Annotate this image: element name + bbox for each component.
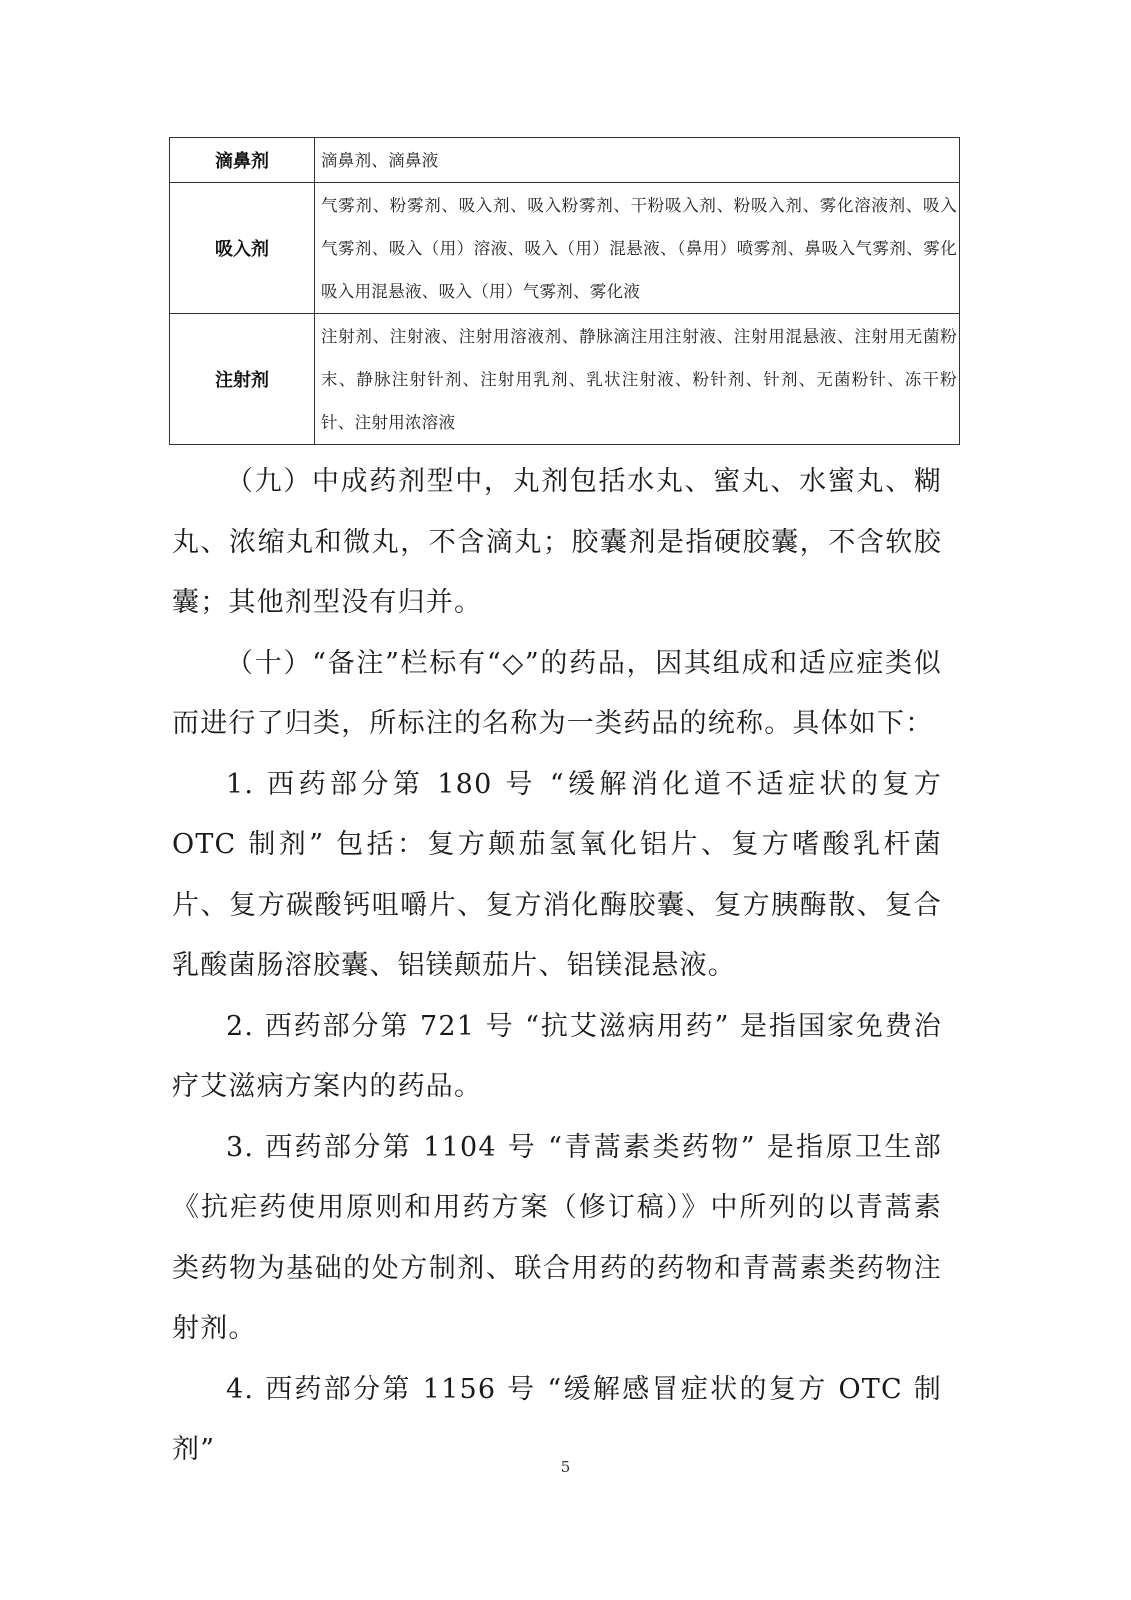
dosage-items: 滴鼻剂、滴鼻液 — [315, 138, 960, 183]
page-number: 5 — [560, 1458, 571, 1476]
dosage-category: 吸入剂 — [170, 183, 315, 314]
dosage-form-table — [169, 137, 960, 445]
dosage-category: 注射剂 — [170, 314, 315, 445]
dosage-items: 气雾剂、粉雾剂、吸入剂、吸入粉雾剂、干粉吸入剂、粉吸入剂、雾化溶液剂、吸入气雾剂、吸入（用）溶液、吸入（用）混悬液、（鼻用）喷雾剂、鼻吸入气雾剂、雾化吸入用混悬液、吸入（用）气雾剂、雾化液 — [315, 183, 960, 314]
table-row — [170, 138, 960, 183]
paragraph-item-2: 2. 西药部分第 721 号 “抗艾滋病用药” 是指国家免费治疗艾滋病方案内的药品。 — [172, 1010, 942, 1102]
table-row — [170, 183, 960, 314]
body-text — [172, 452, 942, 1481]
paragraph-item-1: 1. 西药部分第 180 号 “缓解消化道不适症状的复方 OTC 制剂” 包括：复方颠茄氢氧化铝片、复方嗜酸乳杆菌片、复方碳酸钙咀嚼片、复方消化酶胶囊、复方胰酶散、复合乳酸菌肠溶胶囊、铝镁颠茄片、铝镁混悬液。 — [172, 768, 942, 981]
paragraph-item-3: 3. 西药部分第 1104 号 “青蒿素类药物” 是指原卫生部《抗疟药使用原则和用药方案（修订稿）》中所列的以青蒿素类药物为基础的处方制剂、联合用药的药物和青蒿素类药物注射剂。 — [172, 1131, 942, 1344]
paragraph-item-4: 4. 西药部分第 1156 号 “缓解感冒症状的复方 OTC 制剂” — [172, 1373, 942, 1465]
paragraph-9: （九）中成药剂型中，丸剂包括水丸、蜜丸、水蜜丸、糊丸、浓缩丸和微丸，不含滴丸；胶囊剂是指硬胶囊，不含软胶囊；其他剂型没有归并。 — [172, 466, 942, 618]
dosage-items: 注射剂、注射液、注射用溶液剂、静脉滴注用注射液、注射用混悬液、注射用无菌粉末、静脉注射针剂、注射用乳剂、乳状注射液、粉针剂、针剂、无菌粉针、冻干粉针、注射用浓溶液 — [315, 314, 960, 445]
paragraph-10: （十）“备注”栏标有“◇”的药品，因其组成和适应症类似而进行了归类，所标注的名称为一类药品的统称。具体如下： — [172, 647, 942, 739]
table-row — [170, 314, 960, 445]
dosage-category: 滴鼻剂 — [170, 138, 315, 183]
